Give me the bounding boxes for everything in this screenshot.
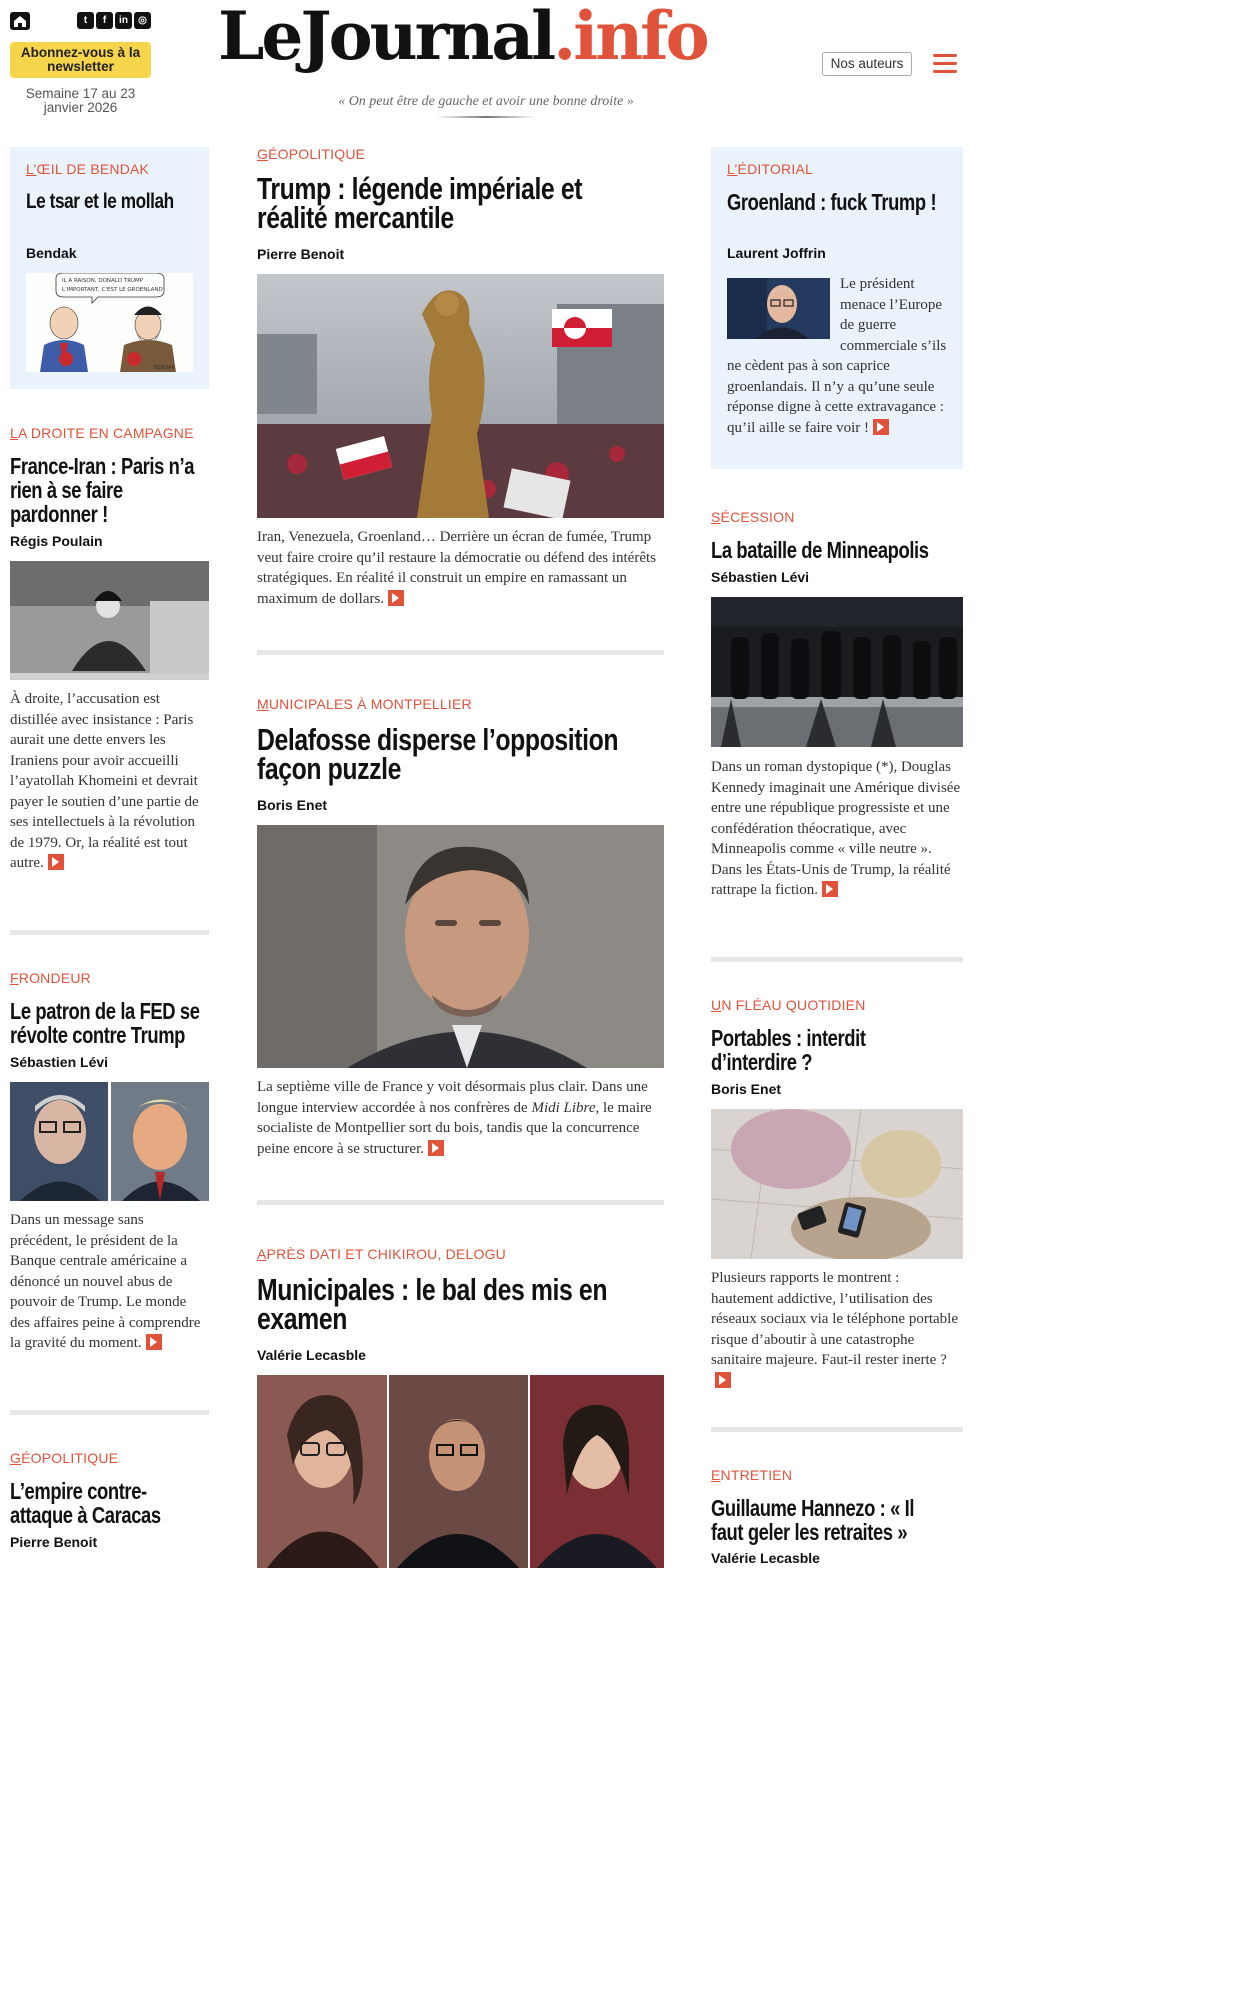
- caracas-author[interactable]: Pierre Benoit: [10, 1534, 98, 1550]
- center-separator-1: [257, 650, 664, 655]
- read-more-arrow-icon[interactable]: [388, 590, 404, 606]
- dati-author[interactable]: Valérie Lecasble: [257, 1347, 366, 1363]
- frondeur-excerpt[interactable]: [10, 1210, 209, 1354]
- social-links: [77, 12, 151, 29]
- campagne-excerpt-text: À droite, l’accusation est distillée avec insistance : Paris aurait une dette envers les Iraniens pour avoir accueilli l’ayatollah Khomeini et devrait payer le soutien d’une partie de ses intellectuels à la révolution de 1979. Or, la réalité est tout autre.: [10, 691, 199, 871]
- portables-excerpt[interactable]: [711, 1268, 963, 1391]
- site-logo[interactable]: [218, 0, 707, 78]
- bendak-author[interactable]: Bendak: [26, 245, 77, 261]
- trump-title[interactable]: Trump : légende impériale et réalité mercantile: [257, 171, 583, 235]
- editorial-title[interactable]: Groenland : fuck Trump !: [727, 189, 937, 215]
- trump-author[interactable]: Pierre Benoit: [257, 246, 345, 262]
- trump-kicker[interactable]: GÉOPOLITIQUE: [257, 146, 366, 162]
- portables-kicker[interactable]: UN FLÉAU QUOTIDIEN: [711, 997, 866, 1013]
- linkedin-icon[interactable]: in: [115, 12, 132, 29]
- frondeur-excerpt-text: Dans un message sans précédent, le président de la Banque centrale américaine a dénoncé un nouvel abus de pouvoir de Trump. Le monde des affaires peine à comprendre la gravité du moment.: [10, 1212, 201, 1351]
- campagne-kicker[interactable]: LA DROITE EN CAMPAGNE: [10, 425, 194, 441]
- editorial-kicker[interactable]: L’ÉDITORIAL: [727, 161, 813, 177]
- portables-excerpt-text: Plusieurs rapports le montrent : hautement addictive, l’utilisation des réseaux sociaux via le téléphone portable risque d’aboutir à une catastrophe sanitaire majeure. Faut-il rester inerte ?: [711, 1270, 958, 1368]
- center-separator-2: [257, 1200, 664, 1205]
- frondeur-author[interactable]: Sébastien Lévi: [10, 1054, 109, 1070]
- week-dates: Semaine 17 au 23 janvier 2026: [25, 86, 136, 115]
- portables-author[interactable]: Boris Enet: [711, 1081, 782, 1097]
- left-separator-1: [10, 930, 209, 935]
- entretien-kicker[interactable]: ENTRETIEN: [711, 1467, 793, 1483]
- caracas-kicker[interactable]: GÉOPOLITIQUE: [10, 1450, 119, 1466]
- left-separator-2: [10, 1410, 209, 1415]
- delafosse-portrait-photo[interactable]: [257, 825, 664, 1068]
- twitter-icon[interactable]: t: [77, 12, 94, 29]
- instagram-icon[interactable]: ◎: [134, 12, 151, 29]
- trump-excerpt-text: Iran, Venezuela, Groenland… Derrière un écran de fumée, Trump veut faire croire qu’il restaure la démocratie ou défend des intérêts stratégiques. En réalité il construit un empire en ramassant un maximum de dollars.: [257, 529, 656, 607]
- joffrin-portrait-photo: [727, 278, 830, 339]
- portables-title[interactable]: Portables : interdit d’interdire ?: [711, 1025, 866, 1075]
- minneapolis-police-photo[interactable]: [711, 597, 963, 747]
- cartoon-caption-line2: L'IMPORTANT, C'EST LE GROENLAND: [62, 287, 163, 293]
- logo-main: LeJournal: [218, 0, 554, 75]
- delafosse-excerpt-text-1: La septième ville de France y voit désormais plus clair. Dans une longue interview accordée à nos confrères de: [257, 1079, 648, 1116]
- delafosse-excerpt-newspaper: Midi Libre: [531, 1099, 596, 1116]
- read-more-arrow-icon[interactable]: [428, 1140, 444, 1156]
- delafosse-author[interactable]: Boris Enet: [257, 797, 328, 813]
- secession-excerpt[interactable]: [711, 757, 963, 901]
- entretien-title[interactable]: Guillaume Hannezo : « Il faut geler les retraites »: [711, 1495, 915, 1545]
- frondeur-title[interactable]: Le patron de la FED se révolte contre Trump: [10, 998, 200, 1048]
- read-more-arrow-icon[interactable]: [146, 1334, 162, 1350]
- delafosse-excerpt-text-2: , le maire socialiste de Montpellier sort du bois, tandis que la concurrence peine encore à se structurer.: [257, 1099, 652, 1157]
- powell-trump-photo[interactable]: [10, 1082, 209, 1201]
- tagline-divider: [436, 116, 536, 118]
- secession-title[interactable]: La bataille de Minneapolis: [711, 537, 929, 563]
- editorial-author[interactable]: Laurent Joffrin: [727, 245, 826, 261]
- tagline: « On peut être de gauche et avoir une bonne droite »: [338, 94, 634, 109]
- read-more-arrow-icon[interactable]: [822, 881, 838, 897]
- delafosse-kicker[interactable]: MUNICIPALES À MONTPELLIER: [257, 696, 472, 712]
- campagne-title[interactable]: France-Iran : Paris n’a rien à se faire pardonner !: [10, 453, 195, 527]
- dati-kicker[interactable]: APRÈS DATI ET CHIKIROU, DELOGU: [257, 1246, 506, 1262]
- bendak-title[interactable]: Le tsar et le mollah: [26, 190, 174, 213]
- delafosse-title[interactable]: Delafosse disperse l’opposition façon puzzle: [257, 722, 619, 786]
- home-icon[interactable]: [10, 12, 30, 30]
- hamburger-menu-icon[interactable]: [933, 54, 957, 74]
- frondeur-kicker[interactable]: FRONDEUR: [10, 970, 91, 986]
- trump-statue-photo[interactable]: [257, 274, 664, 518]
- secession-excerpt-text: Dans un roman dystopique (*), Douglas Kennedy imaginait une Amérique divisée entre une république progressiste et une confédération théocratique, avec Minneapolis comme « ville neutre ». Dans les États-Unis de Trump, la réalité rattrape la fiction.: [711, 759, 961, 898]
- caracas-title[interactable]: L’empire contre-attaque à Caracas: [10, 1478, 161, 1528]
- cartoon-caption-line1: IL A RAISON, DONALD TRUMP: [62, 278, 144, 284]
- right-separator-1: [711, 957, 963, 962]
- dati-title[interactable]: Municipales : le bal des mis en examen: [257, 1272, 608, 1336]
- entretien-author[interactable]: Valérie Lecasble: [711, 1550, 820, 1566]
- secession-author[interactable]: Sébastien Lévi: [711, 569, 810, 585]
- read-more-arrow-icon[interactable]: [48, 854, 64, 870]
- logo-suffix: .info: [553, 0, 707, 75]
- read-more-arrow-icon[interactable]: [873, 419, 889, 435]
- trump-excerpt[interactable]: [257, 527, 664, 609]
- newsletter-button[interactable]: Abonnez-vous à la newsletter: [10, 42, 151, 78]
- delafosse-excerpt[interactable]: [257, 1077, 664, 1159]
- editorial-excerpt[interactable]: [727, 274, 951, 438]
- campagne-author[interactable]: Régis Poulain: [10, 533, 103, 549]
- cartoon-signature: BENDAK: [154, 365, 175, 371]
- campagne-excerpt[interactable]: [10, 689, 209, 874]
- right-separator-2: [711, 1427, 963, 1432]
- bendak-cartoon[interactable]: [26, 273, 193, 372]
- authors-button[interactable]: Nos auteurs: [822, 52, 912, 76]
- bendak-kicker[interactable]: L’ŒIL DE BENDAK: [26, 161, 150, 177]
- facebook-icon[interactable]: f: [96, 12, 113, 29]
- secession-kicker[interactable]: SÉCESSION: [711, 509, 795, 525]
- dati-chikirou-delogu-photo[interactable]: [257, 1375, 664, 1568]
- khomeini-photo[interactable]: [10, 561, 209, 680]
- children-phones-photo[interactable]: [711, 1109, 963, 1259]
- read-more-arrow-icon[interactable]: [715, 1372, 731, 1388]
- editorial-excerpt-text: Le président menace l’Europe de guerre commerciale s’ils ne cèdent pas à son caprice groenlandais. Il n’y a qu’une seule réponse digne à cette extravagance : qu’il aille se faire voir !: [727, 276, 947, 436]
